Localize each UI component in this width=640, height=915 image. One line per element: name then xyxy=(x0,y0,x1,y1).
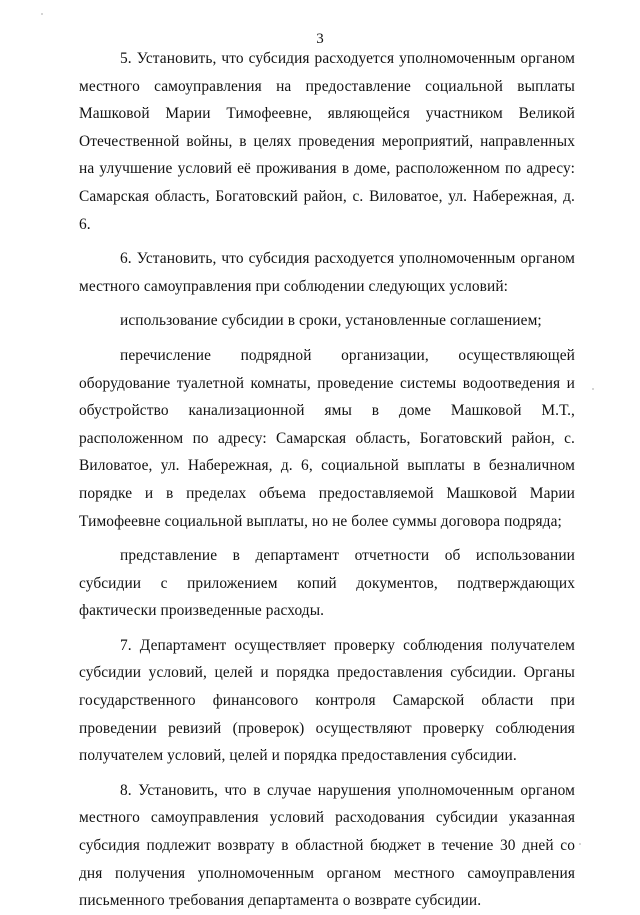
scan-speck xyxy=(592,388,594,390)
scan-speck xyxy=(579,843,581,845)
paragraph-6-condition-1: использование субсидии в сроки, установленные соглашением; xyxy=(120,312,542,330)
paragraph-5: 5. Установить, что субсидия расходуется уполномоченным органом местного самоуправления на предоставление социальной выплаты Машковой Марии Тимофеевне, являющейся участником Великой Отечественной войны, в целях проведения мероприятий, направленных на улучшение условий её проживания в доме, расположенном по адресу: Самарская область, Богатовский район, с. Виловатое, ул. Набережная, д. 6. xyxy=(79,50,575,233)
paragraph-6-condition-2: перечисление подрядной организации, осуществляющей оборудование туалетной комнаты, проведение системы водоотведения и обустройство канализационной ямы в доме Машковой М.Т., расположенном по адресу: Самарская область, Богатовский район, с. Виловатое, ул. Набережная, д. 6, социальной выплаты в безналичном порядке и в пределах объема предоставляемой Машковой Марии Тимофеевне социальной выплаты, но не более суммы договора подряда; xyxy=(79,346,575,530)
paragraph-6: 6. Установить, что субсидия расходуется уполномоченным органом местного самоуправления при соблюдении следующих условий: xyxy=(79,250,575,295)
page-number: 3 xyxy=(316,31,324,47)
paragraph-7: 7. Департамент осуществляет проверку соблюдения получателем субсидии условий, целей и порядка предоставления субсидии. Органы государственного финансового контроля Самарской области при проведении ревизий (проверок) осуществляют проверку соблюдения получателем условий, целей и порядка предоставления субсидии. xyxy=(79,636,575,765)
scan-speck xyxy=(41,13,43,15)
paragraph-8: 8. Установить, что в случае нарушения уполномоченным органом местного самоуправления условий расходования субсидии указанная субсидия подлежит возврату в областной бюджет в течение 30 дней со дня получения уполномоченным органом местного самоуправления письменного требования департамента о возврате субсидии. xyxy=(79,781,575,910)
paragraph-6-condition-3: представление в департамент отчетности об использовании субсидии с приложением копий документов, подтверждающих фактически произведенные расходы. xyxy=(79,547,575,620)
document-body xyxy=(79,45,575,915)
